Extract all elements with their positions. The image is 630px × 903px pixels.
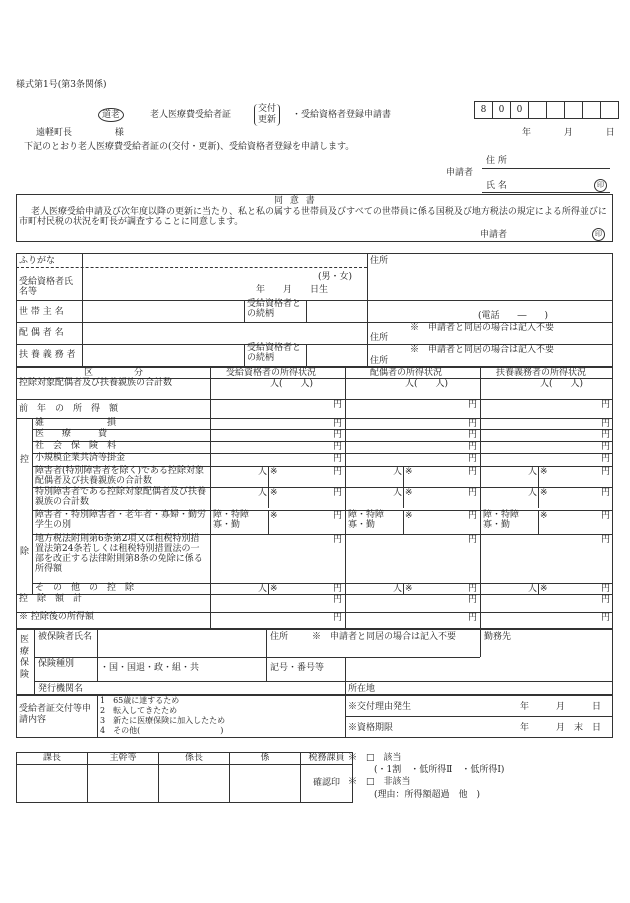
income-label-total: 控 除 額 計 <box>19 594 83 604</box>
supporter-address-label: 住所 <box>370 356 389 366</box>
person-unit-5-1: 人 <box>393 467 403 477</box>
person-div-6-0 <box>268 487 269 508</box>
consent-underline <box>476 241 610 242</box>
person-row-line1 <box>16 300 613 301</box>
ins-number-label: 記号・番号等 <box>270 663 325 673</box>
kakunin-cell: 確認印 <box>301 765 353 803</box>
person-div-9-2 <box>538 583 539 594</box>
applicant-address-label: 住 所 <box>486 156 507 166</box>
date-day: 日 <box>605 128 615 138</box>
reason-div1 <box>97 695 98 738</box>
income-label-other: そ の 他 の 控 除 <box>35 583 135 593</box>
kome-6-0: ※ <box>270 488 278 498</box>
kofu-koshin-bracket <box>254 104 280 126</box>
ins-line1 <box>34 657 480 658</box>
yen-6-1: 円 <box>468 488 478 498</box>
spouse-label: 配 偶 者 名 <box>19 328 64 338</box>
dependents-label: 控除対象配偶者及び扶養親族の合計数 <box>19 378 173 388</box>
stamp-kakaricho[interactable] <box>159 765 230 803</box>
person-unit-9-1: 人 <box>393 584 403 594</box>
widow-cell-2[interactable]: 障・特障寡・勤 <box>483 510 520 530</box>
self-header: 受給資格者の所得状況 <box>226 368 317 378</box>
ins-loc-div <box>345 681 346 695</box>
limit-label: ※資格期限 <box>348 723 394 733</box>
yen-11-2: 円 <box>601 613 611 623</box>
reason-label: 受給者証交付等申請内容 <box>19 704 92 726</box>
date-year: 年 <box>522 128 532 138</box>
limit-date[interactable]: 年 月 末 日 <box>520 723 602 733</box>
kojo-divider <box>32 418 33 594</box>
consent-applicant: 申請者 <box>480 230 508 240</box>
code-digit-7[interactable] <box>601 102 619 119</box>
widow-cell-1[interactable]: 障・特障寡・勤 <box>348 510 385 530</box>
supporter-header: 扶養義務者の所得状況 <box>496 368 587 378</box>
kome-9-2: ※ <box>540 584 548 594</box>
income-label-items0: 雑 損 <box>35 418 117 428</box>
yen-3-0: 円 <box>333 442 343 452</box>
income-label-after: ※ 控除後の所得額 <box>19 612 94 622</box>
kome-6-1: ※ <box>405 488 413 498</box>
spouse-note: ※ 申請者と同居の場合は記入不要 <box>410 323 555 333</box>
yen-6-2: 円 <box>601 488 611 498</box>
consent-body: 老人医療受給申請及び次年度以降の更新に当たり、私と私の属する世帯員及びすべての世帯員に係る国税及び地方税法の規定による所得並びに市町村民税の状況を町長が調査することに同意します。 <box>19 207 607 228</box>
applicant-name-field-label: 受給資格者氏名等 <box>19 277 74 298</box>
stamp-kacho[interactable] <box>17 765 88 803</box>
douro-mark <box>98 108 124 122</box>
reason-item-2[interactable]: 2 転入してきたため <box>100 706 178 715</box>
address-underline <box>482 168 610 169</box>
yen-4-1: 円 <box>468 454 478 464</box>
person-unit-5-0: 人 <box>258 467 268 477</box>
ins-mid-div <box>266 629 267 681</box>
addressee-sama: 様 <box>114 128 124 138</box>
yen-8-2: 円 <box>601 535 611 545</box>
spouse-address-label: 住所 <box>370 333 389 343</box>
code-digit-3[interactable] <box>529 102 547 119</box>
yen-3-2: 円 <box>601 442 611 452</box>
date-month: 月 <box>563 128 573 138</box>
person-div-5-1 <box>403 466 404 487</box>
ins-line2 <box>34 681 613 682</box>
code-digit-5[interactable] <box>565 102 583 119</box>
reason-div3 <box>345 716 613 717</box>
person-label-divider <box>82 253 83 367</box>
higaitou-check[interactable]: ※ □ 非該当 <box>348 777 411 787</box>
occur-date[interactable]: 年 月 日 <box>520 702 602 712</box>
widow-yen-2: 円 <box>601 511 611 521</box>
person-div-6-2 <box>538 487 539 508</box>
gaitou-check[interactable]: ※ □ 該当 <box>348 753 402 763</box>
birth-date[interactable]: 年 月 日生 <box>256 285 329 295</box>
yen-0-1: 円 <box>468 400 478 410</box>
consent-seal-circle: 印 <box>592 228 605 241</box>
widow-kome-1: ※ <box>405 511 413 521</box>
yen-4-0: 円 <box>333 454 343 464</box>
applicant-label: 申請者 <box>446 168 474 178</box>
dependents-self[interactable]: 人( 人) <box>270 379 314 389</box>
prev-income-label: 前 年 の 所 得 額 <box>19 404 119 414</box>
yen-3-1: 円 <box>468 442 478 452</box>
dependents-spouse[interactable]: 人( 人) <box>405 379 449 389</box>
yen-0-2: 円 <box>601 400 611 410</box>
person-unit-9-2: 人 <box>528 584 538 594</box>
spouse-header: 配偶者の所得状況 <box>370 368 443 378</box>
yen-2-2: 円 <box>601 430 611 440</box>
addressee-name: 遠軽町長 <box>36 128 73 138</box>
approval-col-0: 課長 <box>17 753 88 765</box>
ins-work-div <box>480 629 481 657</box>
kome-5-2: ※ <box>540 467 548 477</box>
code-digit-0[interactable]: 8 <box>475 102 493 119</box>
relation-label2: 受給資格者との続柄 <box>247 343 302 363</box>
person-div-9-0 <box>268 583 269 594</box>
person-div-5-2 <box>538 466 539 487</box>
relation-divider2b <box>306 344 307 367</box>
kojo-char1: 控 <box>20 455 30 465</box>
supporter-label: 扶 養 義 務 者 <box>19 350 76 360</box>
code-digit-4[interactable] <box>547 102 565 119</box>
person-unit-5-2: 人 <box>528 467 538 477</box>
relation-label: 受給資格者との続柄 <box>247 299 302 319</box>
widow-cell-0[interactable]: 障・特障寡・勤 <box>213 510 250 530</box>
yen-9-0: 円 <box>333 584 343 594</box>
yen-10-0: 円 <box>333 595 343 605</box>
stamp-shukan[interactable] <box>88 765 159 803</box>
kojo-char2: 除 <box>20 547 30 557</box>
location-label: 所在地 <box>348 684 376 694</box>
code-boxes <box>474 101 619 119</box>
widow-yen-1: 円 <box>468 511 478 521</box>
yen-1-1: 円 <box>468 419 478 429</box>
yen-5-0: 円 <box>333 467 343 477</box>
work-label: 勤務先 <box>484 632 512 642</box>
dependents-supporter[interactable]: 人( 人) <box>540 379 584 389</box>
form-number: 様式第1号(第3条関係) <box>16 80 107 90</box>
gaitou-detail: (・1割 ・低所得Ⅱ ・低所得Ⅰ) <box>374 765 505 775</box>
kome-5-1: ※ <box>405 467 413 477</box>
intro-text: 下記のとおり老人医療費受給者証の(交付・更新)、受給資格者登録を申請します。 <box>24 142 355 152</box>
supporter-note: ※ 申請者と同居の場合は記入不要 <box>410 345 555 355</box>
code-digit-1[interactable]: 0 <box>493 102 511 119</box>
yen-10-1: 円 <box>468 595 478 605</box>
name-underline <box>482 192 610 193</box>
higaitou-detail: (理由：所得額超過 他 ) <box>374 790 481 800</box>
income-label-items3: 小規模企業共済等掛金 <box>35 453 126 463</box>
income-label-disabled: 障害者(特別障害者を除く)である控除対象配偶者及び扶養親族の合計数 <box>35 466 205 486</box>
approval-col-3: 係 <box>230 753 301 765</box>
occur-label: ※交付理由発生 <box>348 702 412 712</box>
household-head-label: 世 帯 主 名 <box>19 307 64 317</box>
widow-div-0 <box>268 510 269 534</box>
ins-address-label: 住所 <box>270 632 289 642</box>
income-line-1 <box>16 399 613 400</box>
widow-div-2 <box>538 510 539 534</box>
yen-10-2: 円 <box>601 595 611 605</box>
yen-2-1: 円 <box>468 430 478 440</box>
kome-6-2: ※ <box>540 488 548 498</box>
addressee <box>36 128 124 138</box>
kubun-header: 区 分 <box>84 368 145 378</box>
relation-divider1b <box>306 300 307 322</box>
yen-2-0: 円 <box>333 430 343 440</box>
yen-8-1: 円 <box>468 535 478 545</box>
reason-item-4[interactable]: 4 その他( ) <box>100 726 224 735</box>
income-col1 <box>210 367 211 629</box>
person-div-5-0 <box>268 466 269 487</box>
yen-5-2: 円 <box>601 467 611 477</box>
reason-items <box>100 696 225 736</box>
approval-col-1: 主幹等 <box>88 753 159 765</box>
ins-side-label: 医療保険 <box>20 635 30 681</box>
reason-item-1[interactable]: 1 65歳に達するため <box>100 696 180 705</box>
consent-seal <box>592 228 605 241</box>
widow-kome-0: ※ <box>270 511 278 521</box>
date-line <box>522 128 615 138</box>
address-label: 住所 <box>370 256 389 266</box>
person-div-9-1 <box>403 583 404 594</box>
widow-div-1 <box>403 510 404 534</box>
yen-9-2: 円 <box>601 584 611 594</box>
yen-8-0: 円 <box>333 535 343 545</box>
ins-types[interactable]: ・国・国退・政・組・共 <box>100 663 200 673</box>
person-div-6-1 <box>403 487 404 508</box>
furigana-label: ふりがな <box>19 256 56 266</box>
income-label-items1: 医 療 費 <box>35 429 108 439</box>
person-unit-6-2: 人 <box>528 488 538 498</box>
widow-kome-2: ※ <box>540 511 548 521</box>
koshin-label: 更新 <box>258 114 277 125</box>
yen-6-0: 円 <box>333 488 343 498</box>
issuer-label: 発行機関名 <box>38 684 84 694</box>
person-unit-9-0: 人 <box>258 584 268 594</box>
stamp-kakari[interactable] <box>230 765 301 803</box>
income-label-items2: 社 会 保 険 料 <box>35 441 117 451</box>
insured-label: 被保険者氏名 <box>38 632 93 642</box>
consent-title: 同 意 書 <box>274 196 317 206</box>
title-left: 老人医療費受給者証 <box>150 110 232 120</box>
relation-divider1 <box>244 300 245 322</box>
reason-item-3[interactable]: 3 新たに医療保険に加入したため <box>100 716 226 725</box>
seal-mark <box>594 179 607 192</box>
tel-label[interactable]: (電話 ― ) <box>478 311 549 321</box>
yen-5-1: 円 <box>468 467 478 477</box>
code-digit-2[interactable]: 0 <box>511 102 529 119</box>
ins-side-div <box>34 629 35 695</box>
yen-9-1: 円 <box>468 584 478 594</box>
kome-9-1: ※ <box>405 584 413 594</box>
yen-11-0: 円 <box>333 613 343 623</box>
ins-num-div <box>345 657 346 681</box>
yen-0-0: 円 <box>333 400 343 410</box>
income-col3 <box>480 367 481 629</box>
person-unit-6-0: 人 <box>258 488 268 498</box>
widow-yen-0: 円 <box>333 511 343 521</box>
code-digit-6[interactable] <box>583 102 601 119</box>
yen-1-2: 円 <box>601 419 611 429</box>
yen-11-1: 円 <box>468 613 478 623</box>
income-label-special: 特別障害者である控除対象配偶者及び扶養親族の合計数 <box>35 487 207 507</box>
applicant-name-label: 氏 名 <box>486 181 507 191</box>
douro-circle: 道老 <box>98 108 124 122</box>
person-unit-6-1: 人 <box>393 488 403 498</box>
kofu-label: 交付 <box>258 104 277 114</box>
approval-col-2: 係長 <box>159 753 230 765</box>
seal-circle: 印 <box>594 179 607 192</box>
income-label-widow: 障害者・特別障害者・老年者・寡婦・勤労学生の別 <box>35 510 207 530</box>
yen-4-2: 円 <box>601 454 611 464</box>
yen-1-0: 円 <box>333 419 343 429</box>
ins-type-label: 保険種別 <box>38 659 75 669</box>
approval-col-4: 税務課員 <box>301 753 353 765</box>
person-address-divider <box>367 253 368 367</box>
furigana-line <box>16 267 367 268</box>
sex-select[interactable]: (男・女) <box>318 272 353 282</box>
kome-5-0: ※ <box>270 467 278 477</box>
kome-9-0: ※ <box>270 584 278 594</box>
title-right: ・受給資格者登録申請書 <box>292 110 392 120</box>
income-col2 <box>345 367 346 629</box>
relation-divider2 <box>244 344 245 367</box>
income-label-localtax: 地方税法附則第6条第2項又は租税特別措置法第24条若しくは租税特別措置法の一部を改正する法律附則第8条の免除に係る所得額 <box>35 534 203 574</box>
approval-table <box>16 752 353 803</box>
ins-note: ※ 申請者と同居の場合は記入不要 <box>312 632 457 642</box>
ins-label-div <box>97 629 98 681</box>
